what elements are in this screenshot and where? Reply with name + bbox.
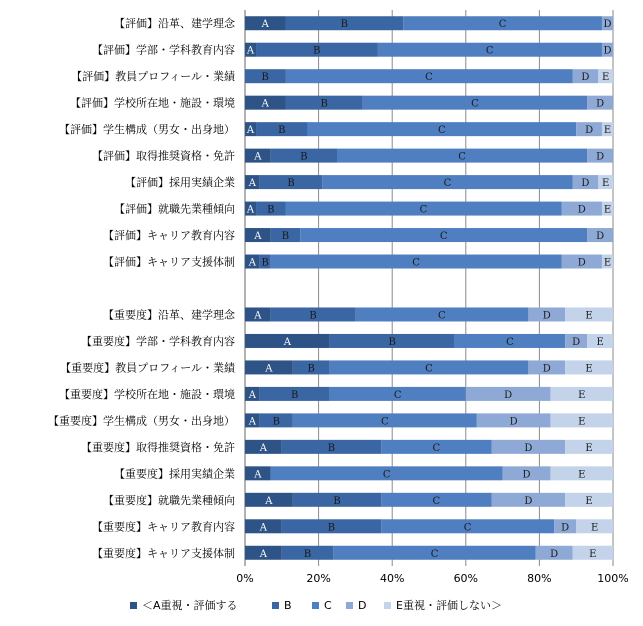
segment-letter: A [283,336,291,348]
segment-letter: C [432,442,441,454]
segment-letter: B [307,363,315,375]
segment-letter: D [596,231,605,243]
x-tick-label: 40% [379,572,405,585]
legend-label: C [324,599,332,612]
segment-letter: E [601,72,610,84]
segment-letter: C [382,469,391,481]
segment-letter: B [300,151,308,163]
x-tick-label: 0% [236,572,254,585]
segment-letter: C [438,310,446,322]
segment-letter: C [471,98,479,110]
x-axis-ticks [236,572,628,585]
category-label: 【評価】学生構成（男女・出身地） [59,123,235,137]
legend-swatch [272,602,279,609]
segment-letter: B [261,72,269,84]
category-labels [48,16,236,560]
category-label: 【重要度】教員プロフィール・業績 [60,361,235,375]
segment-letter: E [589,548,597,560]
segment-letter: B [327,522,336,534]
category-label: 【評価】キャリア教育内容 [103,229,235,243]
segment-letter: D [603,19,612,31]
category-label: 【重要度】キャリア教育内容 [92,520,235,534]
segment-letter: E [578,416,586,428]
legend-swatch [130,602,137,609]
segment-letter: D [596,98,605,110]
category-label: 【評価】沿革、建学理念 [114,17,235,31]
segment-letter: D [509,416,518,428]
category-label: 【評価】就職先業種傾向 [114,202,235,216]
segment-letter: B [267,204,275,216]
segment-letter: A [248,389,256,401]
category-label: 【重要度】就職先業種傾向 [103,493,235,507]
segment-letter: E [578,469,586,481]
x-tick-label: 100% [597,572,629,585]
segment-letter: D [603,45,612,57]
segment-letter: A [265,495,273,507]
category-label: 【評価】教員プロフィール・業績 [71,70,235,84]
segment-letter: D [542,310,551,322]
category-label: 【評価】取得推奨資格・免許 [92,149,235,163]
segment-letter: D [561,522,570,534]
bars [245,16,613,560]
legend-swatch [312,602,319,609]
segment-letter: A [265,363,273,375]
segment-letter: E [596,336,604,348]
segment-letter: B [313,45,321,57]
segment-letter: C [393,389,402,401]
segment-letter: B [327,442,336,454]
category-label: 【評価】学校所在地・施設・環境 [70,96,235,110]
legend-swatch [346,602,353,609]
segment-letter: B [287,178,295,190]
legend-label: D [358,599,367,612]
x-tick-label: 20% [306,572,331,585]
segment-letter: D [524,495,533,507]
segment-letter: D [577,257,586,269]
segment-letter: C [463,522,472,534]
segment-letter: A [259,442,268,454]
segment-letter: A [248,416,256,428]
segment-letter: E [603,125,612,137]
segment-letter: A [246,125,255,137]
category-label: 【評価】採用実績企業 [125,176,235,190]
segment-letter: C [485,45,494,57]
legend-label: B [284,599,292,612]
segment-letter: C [381,416,389,428]
segment-letter: D [577,204,586,216]
segment-letter: B [278,125,286,137]
segment-letter: C [425,363,433,375]
segment-letter: C [506,336,514,348]
segment-letter: A [254,310,262,322]
segment-letter: C [438,125,446,137]
segment-letter: C [412,257,420,269]
segment-letter: A [259,522,268,534]
segment-letter: D [581,178,590,190]
segment-letter: C [458,151,466,163]
segment-letter: D [572,336,581,348]
segment-letter: B [333,495,341,507]
legend [130,598,502,612]
category-label: 【重要度】学生構成（男女・出身地） [48,414,235,428]
segment-letter: A [261,19,269,31]
segment-letter: B [340,19,349,31]
segment-letter: B [388,336,396,348]
category-label: 【重要度】採用実績企業 [114,467,235,481]
segment-letter: C [498,19,507,31]
segment-letter: A [248,257,256,269]
segment-letter: D [524,442,533,454]
segment-letter: C [419,204,428,216]
segment-letter: C [425,72,433,84]
segment-letter: B [320,98,328,110]
segment-letter: B [281,231,290,243]
segment-letter: D [522,469,531,481]
segment-letter: E [590,522,599,534]
segment-letter: D [585,125,594,137]
segment-letter: D [504,389,513,401]
segment-letter: E [603,204,612,216]
x-tick-label: 80% [527,572,552,585]
category-label: 【重要度】学部・学科教育内容 [81,334,235,348]
segment-letter: E [585,310,593,322]
segment-letter: D [596,151,605,163]
segment-letter: D [550,548,559,560]
segment-letter: A [261,98,269,110]
category-label: 【評価】学部・学科教育内容 [92,43,235,57]
legend-label: E重視・評価しない＞ [396,599,502,612]
segment-letter: E [585,442,593,454]
segment-letter: B [272,416,280,428]
segment-letter: C [439,231,448,243]
category-label: 【重要度】学校所在地・施設・環境 [59,387,235,401]
segment-letter: E [601,178,610,190]
category-label: 【重要度】取得推奨資格・免許 [81,440,235,454]
segment-letter: A [248,178,256,190]
segment-letter: A [254,231,262,243]
segment-letter: A [246,45,255,57]
segment-letter: C [432,495,441,507]
segment-letter: B [309,310,317,322]
category-label: 【重要度】沿革、建学理念 [103,308,235,322]
legend-label: ＜A重視・評価する [142,599,238,612]
segment-letter: E [585,495,593,507]
segment-letter: A [254,469,262,481]
category-label: 【重要度】キャリア支援体制 [92,546,235,560]
category-label: 【評価】キャリア支援体制 [103,255,235,269]
segment-letter: C [430,548,439,560]
segment-letter: B [261,257,269,269]
segment-letter: E [603,257,612,269]
segment-letter: E [578,389,586,401]
segment-letter: A [254,151,262,163]
legend-swatch [384,602,391,609]
segment-letter: A [259,548,268,560]
grid-lines [245,10,613,566]
segment-letter: D [542,363,551,375]
segment-letter: E [585,363,593,375]
x-tick-label: 60% [453,572,479,585]
segment-letter: B [303,548,312,560]
segment-letter: D [581,72,590,84]
segment-letter: C [443,178,452,190]
segment-letter: A [246,204,255,216]
segment-letter: B [291,389,299,401]
